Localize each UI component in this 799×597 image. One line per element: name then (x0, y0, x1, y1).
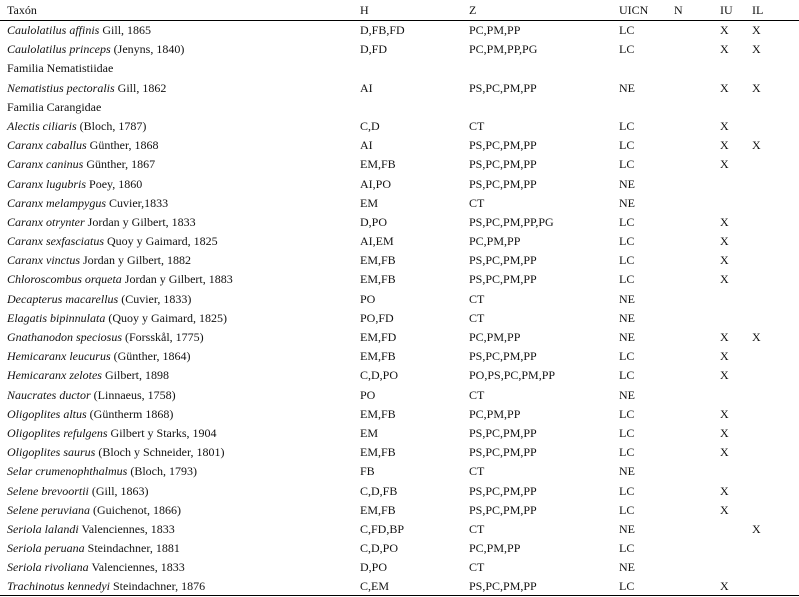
cell-h: C,FD,BP (360, 521, 405, 536)
cell-h: D,FB,FD (360, 23, 405, 37)
cell-iu: X (720, 368, 729, 383)
cell-h: EM,FB (360, 445, 396, 460)
species-name: Gnathanodon speciosus (7, 330, 122, 344)
cell-uicn: LC (619, 23, 635, 37)
cell-h: EM,FB (360, 406, 396, 421)
cell-h: EM,FB (360, 272, 396, 287)
table-row (0, 386, 799, 405)
cell-uicn: LC (619, 502, 635, 517)
cell-z: CT (469, 560, 485, 575)
cell-taxon (7, 194, 168, 213)
table-row (0, 347, 799, 366)
species-name: Elagatis bipinnulata (7, 310, 106, 325)
cell-uicn: NE (619, 176, 635, 191)
cell-taxon (7, 232, 218, 251)
cell-iu: X (720, 483, 729, 498)
species-authority: Gill, 1865 (99, 23, 152, 37)
cell-uicn: LC (619, 234, 635, 249)
cell-taxon (7, 309, 227, 328)
table-row (0, 136, 799, 155)
cell-taxon (7, 21, 151, 40)
cell-iu: X (720, 445, 729, 460)
cell-z: PS,PC,PM,PP,PG (469, 214, 554, 229)
table-row (0, 270, 799, 289)
species-name: Seriola rivoliana (7, 560, 89, 575)
table-row (0, 405, 799, 424)
cell-iu: X (720, 502, 729, 517)
table-row (0, 501, 799, 520)
family-name: Familia Nematistiidae (7, 61, 114, 76)
cell-h: EM,FB (360, 502, 396, 517)
species-authority: Günther, 1868 (86, 138, 159, 153)
cell-uicn: LC (619, 541, 635, 556)
table-header (0, 0, 799, 21)
cell-h: AI (360, 138, 373, 153)
species-name: Caranx sexfasciatus (7, 234, 104, 249)
table-row (0, 577, 799, 596)
cell-uicn: NE (619, 80, 635, 95)
cell-taxon (7, 405, 173, 424)
table-row (0, 290, 799, 309)
cell-h: PO (360, 291, 376, 306)
cell-z: PS,PC,PM,PP (469, 445, 537, 460)
cell-h: D,PO (360, 560, 388, 575)
cell-il: X (752, 23, 761, 37)
cell-z: CT (469, 464, 485, 479)
species-authority: Steindachner, 1876 (109, 579, 206, 594)
cell-uicn: LC (619, 368, 635, 383)
cell-z: PC,PM,PP (469, 234, 521, 249)
cell-taxon (7, 558, 185, 577)
cell-z: PS,PC,PM,PP (469, 579, 537, 594)
table-row (0, 328, 799, 347)
cell-z: PS,PC,PM,PP (469, 138, 537, 153)
cell-taxon (7, 40, 184, 59)
table-row (0, 155, 799, 174)
cell-h: AI,PO (360, 176, 392, 191)
cell-taxon (7, 328, 204, 347)
cell-iu: X (720, 80, 729, 95)
cell-taxon (7, 213, 196, 232)
species-name: Nematistius pectoralis (7, 80, 115, 95)
cell-taxon (7, 59, 113, 78)
cell-iu: X (720, 23, 729, 37)
cell-il: X (752, 80, 761, 95)
cell-z: PC,PM,PP (469, 406, 521, 421)
cell-iu: X (720, 349, 729, 364)
cell-h: AI,EM (360, 234, 394, 249)
table-row (0, 40, 799, 59)
cell-h: EM (360, 425, 378, 440)
family-row (0, 98, 799, 117)
table-row (0, 424, 799, 443)
species-name: Chloroscombus orqueta (7, 272, 122, 287)
cell-taxon (7, 98, 101, 117)
species-authority: Jordan y Gilbert, 1883 (121, 272, 233, 287)
species-authority: Valenciennes, 1833 (88, 560, 185, 575)
table-row (0, 520, 799, 539)
cell-uicn: NE (619, 387, 635, 402)
cell-z: PS,PC,PM,PP (469, 157, 537, 172)
cell-taxon (7, 175, 142, 194)
cell-taxon (7, 155, 155, 174)
cell-taxon (7, 290, 191, 309)
table-row (0, 194, 799, 213)
cell-z: PO,PS,PC,PM,PP (469, 368, 556, 383)
cell-h: EM,FB (360, 157, 396, 172)
cell-uicn: NE (619, 330, 635, 344)
species-authority: (Forsskål, 1775) (122, 330, 204, 344)
cell-uicn: LC (619, 214, 635, 229)
species-authority: (Jenyns, 1840) (110, 42, 185, 57)
cell-h: D,FD (360, 42, 388, 57)
species-name: Caulolatilus affinis (7, 23, 100, 37)
cell-uicn: LC (619, 253, 635, 268)
species-name: Oligoplites saurus (7, 445, 96, 460)
cell-z: PC,PM,PP (469, 541, 521, 556)
species-name: Caranx caninus (7, 157, 84, 172)
cell-uicn: NE (619, 560, 635, 575)
column-header-z: Z (469, 3, 477, 17)
table-row (0, 482, 799, 501)
species-authority: Quoy y Gaimard, 1825 (104, 234, 218, 249)
species-name: Naucrates ductor (7, 387, 91, 402)
column-header-h: H (360, 3, 369, 17)
cell-taxon (7, 443, 225, 462)
cell-iu: X (720, 579, 729, 594)
cell-taxon (7, 462, 197, 481)
species-name: Hemicaranx zelotes (7, 368, 102, 383)
cell-iu: X (720, 214, 729, 229)
cell-z: CT (469, 291, 485, 306)
species-name: Seriola lalandi (7, 521, 79, 536)
cell-h: PO,FD (360, 310, 394, 325)
cell-h: C,D (360, 118, 380, 133)
column-header-taxon: Taxón (7, 3, 37, 17)
cell-z: PS,PC,PM,PP (469, 80, 537, 95)
cell-h: C,D,FB (360, 483, 398, 498)
cell-iu: X (720, 425, 729, 440)
cell-uicn: LC (619, 272, 635, 287)
cell-h: PO (360, 387, 376, 402)
cell-h: C,D,PO (360, 541, 399, 556)
species-name: Selene peruviana (7, 502, 90, 517)
cell-iu: X (720, 138, 729, 153)
cell-taxon (7, 366, 169, 385)
species-name: Oligoplites altus (7, 406, 87, 421)
species-authority: (Bloch, 1793) (127, 464, 197, 479)
species-authority: Steindachner, 1881 (84, 541, 180, 556)
cell-h: FB (360, 464, 375, 479)
cell-z: CT (469, 118, 485, 133)
cell-il: X (752, 138, 761, 153)
species-name: Decapterus macarellus (7, 291, 119, 306)
table-row (0, 213, 799, 232)
cell-uicn: LC (619, 118, 635, 133)
table-row (0, 117, 799, 136)
species-name: Caranx lugubris (7, 176, 87, 191)
cell-iu: X (720, 253, 729, 268)
table-row (0, 309, 799, 328)
cell-taxon (7, 539, 180, 558)
cell-uicn: NE (619, 521, 635, 536)
species-authority: Gill, 1862 (114, 80, 167, 95)
table-body (0, 21, 799, 597)
cell-iu: X (720, 42, 729, 57)
species-authority: (Quoy y Gaimard, 1825) (105, 310, 227, 325)
cell-uicn: NE (619, 464, 635, 479)
cell-h: EM (360, 195, 378, 210)
cell-iu: X (720, 234, 729, 249)
species-authority: Gilbert y Starks, 1904 (107, 425, 217, 440)
species-name: Oligoplites refulgens (7, 425, 108, 440)
cell-il: X (752, 521, 761, 536)
cell-z: CT (469, 310, 485, 325)
cell-taxon (7, 270, 233, 289)
species-authority: Poey, 1860 (86, 176, 143, 191)
cell-taxon (7, 424, 217, 443)
species-name: Caulolatilus princeps (7, 42, 111, 57)
species-authority: (Cuvier, 1833) (118, 291, 192, 306)
table-row (0, 232, 799, 251)
cell-taxon (7, 386, 176, 405)
table-row (0, 462, 799, 481)
cell-taxon (7, 577, 205, 596)
cell-il: X (752, 42, 761, 57)
cell-z: PS,PC,PM,PP (469, 349, 537, 364)
species-authority: (Günther, 1864) (110, 349, 191, 364)
table-row (0, 366, 799, 385)
cell-il: X (752, 330, 761, 344)
cell-uicn: NE (619, 195, 635, 210)
cell-taxon (7, 501, 181, 520)
cell-taxon (7, 251, 191, 270)
cell-uicn: LC (619, 157, 635, 172)
cell-z: CT (469, 195, 485, 210)
species-authority: (Linnaeus, 1758) (90, 387, 176, 402)
species-name: Seriola peruana (7, 541, 85, 556)
cell-z: PS,PC,PM,PP (469, 483, 537, 498)
cell-iu: X (720, 330, 729, 344)
cell-z: PC,PM,PP,PG (469, 42, 538, 57)
cell-z: PS,PC,PM,PP (469, 502, 537, 517)
species-name: Caranx caballus (7, 138, 87, 153)
species-name: Hemicaranx leucurus (7, 349, 111, 364)
cell-iu: X (720, 157, 729, 172)
table-row (0, 21, 799, 40)
cell-taxon (7, 117, 146, 136)
species-name: Selene brevoortii (7, 483, 89, 498)
cell-uicn: LC (619, 406, 635, 421)
species-name: Trachinotus kennedyi (7, 579, 110, 594)
cell-z: PS,PC,PM,PP (469, 176, 537, 191)
species-authority: (Gill, 1863) (88, 483, 149, 498)
cell-h: EM,FD (360, 330, 397, 344)
cell-uicn: NE (619, 291, 635, 306)
cell-uicn: LC (619, 42, 635, 57)
family-name: Familia Carangidae (7, 99, 102, 114)
cell-z: PC,PM,PP (469, 330, 521, 344)
species-name: Caranx vinctus (7, 253, 80, 268)
cell-h: C,D,PO (360, 368, 399, 383)
table-row (0, 79, 799, 98)
cell-h: D,PO (360, 214, 388, 229)
column-header-n: N (674, 3, 683, 17)
table-row (0, 175, 799, 194)
table-row (0, 558, 799, 577)
species-authority: (Guichenot, 1866) (89, 502, 181, 517)
species-authority: Valenciennes, 1833 (78, 521, 175, 536)
column-header-il: IL (752, 3, 764, 17)
cell-z: PS,PC,PM,PP (469, 253, 537, 268)
species-authority: (Bloch y Schneider, 1801) (95, 445, 225, 460)
species-authority: (Bloch, 1787) (76, 118, 147, 133)
cell-uicn: LC (619, 138, 635, 153)
cell-h: EM,FB (360, 349, 396, 364)
cell-taxon (7, 347, 190, 366)
cell-uicn: LC (619, 425, 635, 440)
column-header-uicn: UICN (619, 3, 649, 17)
cell-z: CT (469, 387, 485, 402)
cell-h: EM,FB (360, 253, 396, 268)
species-authority: Cuvier,1833 (106, 195, 169, 210)
cell-iu: X (720, 118, 729, 133)
cell-taxon (7, 136, 159, 155)
cell-z: PC,PM,PP (469, 23, 521, 37)
column-header-iu: IU (720, 3, 733, 17)
table-row (0, 539, 799, 558)
cell-h: AI (360, 80, 373, 95)
species-authority: Jordan y Gilbert, 1882 (80, 253, 191, 268)
species-authority: Günther, 1867 (83, 157, 156, 172)
species-authority: (Güntherm 1868) (86, 406, 174, 421)
cell-h: C,EM (360, 579, 390, 594)
cell-z: PS,PC,PM,PP (469, 272, 537, 287)
cell-z: PS,PC,PM,PP (469, 425, 537, 440)
cell-taxon (7, 520, 175, 539)
cell-uicn: LC (619, 445, 635, 460)
cell-taxon (7, 79, 166, 98)
species-name: Alectis ciliaris (7, 118, 77, 133)
cell-uicn: NE (619, 310, 635, 325)
cell-uicn: LC (619, 483, 635, 498)
cell-iu: X (720, 272, 729, 287)
species-authority: Gilbert, 1898 (101, 368, 169, 383)
family-row (0, 59, 799, 78)
cell-taxon (7, 482, 149, 501)
table-row (0, 443, 799, 462)
species-name: Selar crumenophthalmus (7, 464, 128, 479)
cell-uicn: LC (619, 579, 635, 594)
cell-z: CT (469, 521, 485, 536)
species-authority: Jordan y Gilbert, 1833 (84, 214, 196, 229)
table-row (0, 251, 799, 270)
cell-iu: X (720, 406, 729, 421)
species-name: Caranx otrynter (7, 214, 85, 229)
cell-uicn: LC (619, 349, 635, 364)
species-name: Caranx melampygus (7, 195, 106, 210)
